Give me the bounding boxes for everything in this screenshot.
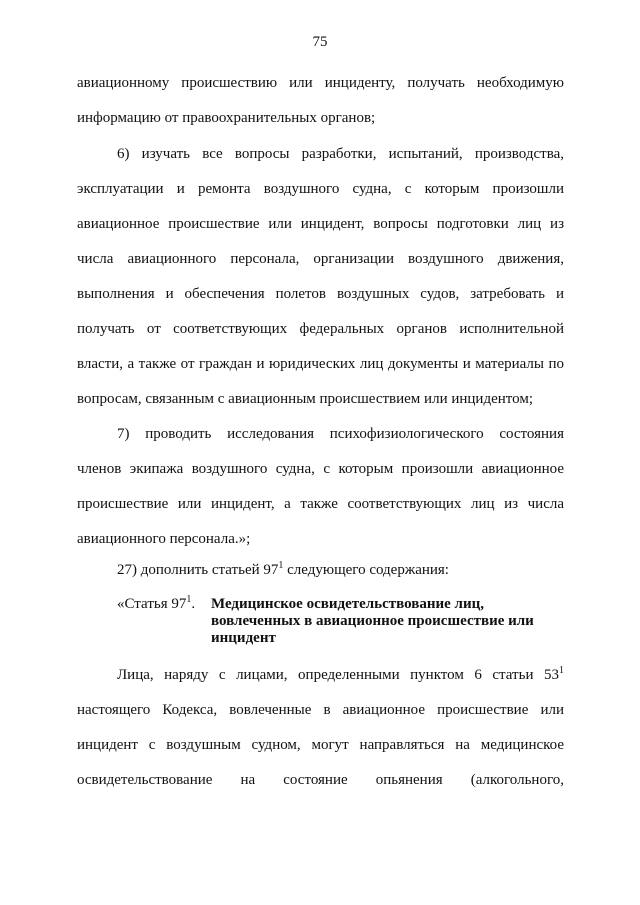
text-line: авиационного персонала.»; <box>77 531 251 547</box>
article-title-line: вовлеченных в авиационное происшествие или <box>211 613 534 629</box>
text-line: освидетельствование на состояние опьянения (алкогольного, <box>77 772 564 788</box>
text-line: инцидент с воздушным судном, могут направляться на медицинское <box>77 737 564 753</box>
text-line: 6) изучать все вопросы разработки, испытаний, производства, <box>117 146 564 162</box>
amendment-superscript: 1 <box>278 560 284 571</box>
text-line: эксплуатации и ремонта воздушного судна, с которым произошли <box>77 181 564 197</box>
body-first-text: Лица, наряду с лицами, определенными пунктом 6 статьи 53 <box>117 667 559 683</box>
article-label-end: . <box>191 596 196 612</box>
text-line: членов экипажа воздушного судна, с которым произошли авиационное <box>77 461 564 477</box>
article-label-superscript: 1 <box>186 594 192 605</box>
text-line: вопросам, связанным с авиационным происшествием или инцидентом; <box>77 391 533 407</box>
page-number: 75 <box>312 34 328 50</box>
amendment-text-end: следующего содержания: <box>283 562 449 578</box>
text-line: числа авиационного персонала, организации воздушного движения, <box>77 251 564 267</box>
text-line: 7) проводить исследования психофизиологического состояния <box>117 426 564 442</box>
body-first-superscript: 1 <box>559 665 564 676</box>
article-title-line: Медицинское освидетельствование лиц, <box>211 596 485 612</box>
text-line: авиационному происшествию или инциденту, получать необходимую <box>77 75 564 91</box>
text-line: настоящего Кодекса, вовлеченные в авиационное происшествие или <box>77 702 564 718</box>
text-line: власти, а также от граждан и юридических лиц документы и материалы по <box>77 356 564 372</box>
text-line: происшествие или инцидент, а также соответствующих лиц из числа <box>77 496 564 512</box>
text-line: выполнения и обеспечения полетов воздушных судов, затребовать и <box>77 286 564 302</box>
amendment-line <box>117 560 564 580</box>
article-label-text: «Статья 97 <box>117 596 187 612</box>
text-line: авиационное происшествие или инцидент, вопросы подготовки лиц из <box>77 216 564 232</box>
article-title-line: инцидент <box>211 630 276 646</box>
text-line: информацию от правоохранительных органов; <box>77 110 376 126</box>
body-first-line <box>117 665 564 685</box>
amendment-text: 27) дополнить статьей 97 <box>117 562 279 578</box>
text-line: получать от соответствующих федеральных органов исполнительной <box>77 321 564 337</box>
article-label <box>117 594 195 614</box>
